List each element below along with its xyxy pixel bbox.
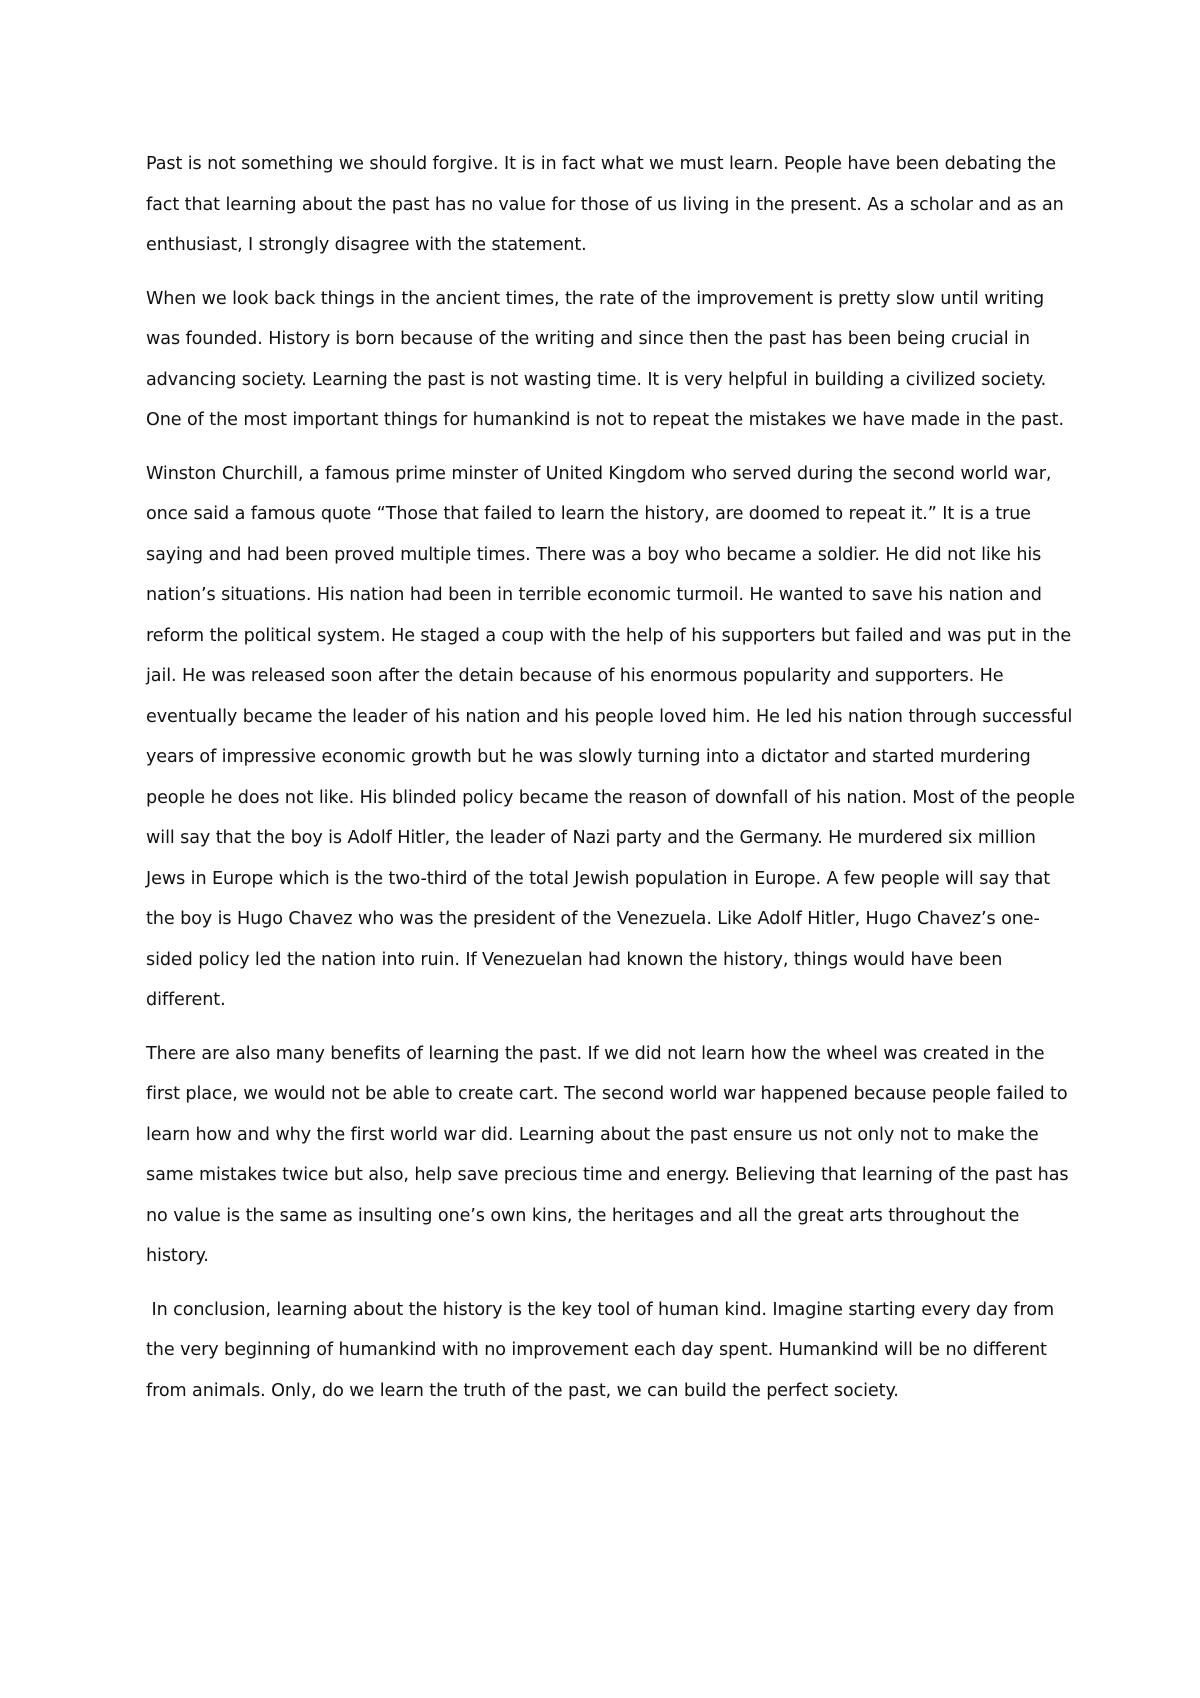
essay-body	[146, 144, 1076, 1424]
paragraph-conclusion: In conclusion, learning about the history is the key tool of human kind. Imagine starting every day from the very beginning of humankind with no improvement each day spent. Humankind will be no different from animals. Only, do we learn the truth of the past, we can build the perfect society.	[146, 1299, 1060, 1401]
paragraph-churchill-example: Winston Churchill, a famous prime minster of United Kingdom who served during the second world war, once said a famous quote “Those that failed to learn the history, are doomed to repeat it.” It is a true saying and had been proved multiple times. There was a boy who became a soldier. He did not like his nation’s situations. His nation had been in terrible economic turmoil. He wanted to save his nation and reform the political system. He staged a coup with the help of his supporters but failed and was put in the jail. He was released soon after the detain because of his enormous popularity and supporters. He eventually became the leader of his nation and his people loved him. He led his nation through successful years of impressive economic growth but he was slowly turning into a dictator and started murdering people he does not like. His blinded policy became the reason of downfall of his nation. Most of the people will say that the boy is Adolf Hitler, the leader of Nazi party and the Germany. He murdered six million Jews in Europe which is the two-third of the total Jewish population in Europe. A few people will say that the boy is Hugo Chavez who was the president of the Venezuela. Like Adolf Hitler, Hugo Chavez’s one-sided policy led the nation into ruin. If Venezuelan had known the history, things would have been different.	[146, 463, 1075, 1010]
paragraph-benefits: There are also many benefits of learning the past. If we did not learn how the wheel was created in the first place, we would not be able to create cart. The second world war happened because people failed to learn how and why the first world war did. Learning about the past ensure us not only not to make the same mistakes twice but also, help save precious time and energy. Believing that learning of the past has no value is the same as insulting one’s own kins, the heritages and all the great arts throughout the history.	[146, 1043, 1069, 1266]
paragraph-ancient-times: When we look back things in the ancient times, the rate of the improvement is pretty slow until writing was founded. History is born because of the writing and since then the past has been being crucial in advancing society. Learning the past is not wasting time. It is very helpful in building a civilized society. One of the most important things for humankind is not to repeat the mistakes we have made in the past.	[146, 288, 1064, 430]
paragraph-introduction: Past is not something we should forgive. It is in fact what we must learn. People have been debating the fact that learning about the past has no value for those of us living in the present. As a scholar and as an enthusiast, I strongly disagree with the statement.	[146, 154, 1064, 255]
